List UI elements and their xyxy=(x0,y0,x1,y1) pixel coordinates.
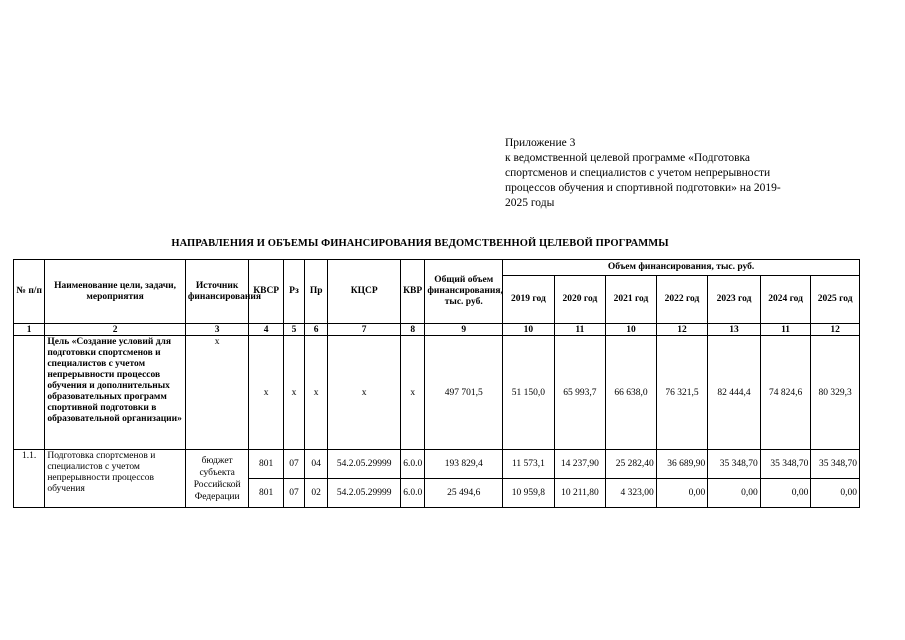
goal-year-value: 66 638,0 xyxy=(606,336,657,450)
goal-row xyxy=(14,336,860,450)
column-number: 5 xyxy=(283,324,304,336)
column-number: 6 xyxy=(305,324,328,336)
item-kvr: 6.0.0 xyxy=(401,450,425,479)
goal-pr: х xyxy=(305,336,328,450)
item-source: бюджет субъекта Российской Федерации xyxy=(185,450,249,508)
header-year: 2020 год xyxy=(554,276,606,324)
item-year-value: 35 348,70 xyxy=(811,450,860,479)
column-number: 12 xyxy=(656,324,708,336)
column-number: 7 xyxy=(328,324,401,336)
goal-year-value: 82 444,4 xyxy=(708,336,761,450)
header-name: Наименование цели, задачи, мероприятия xyxy=(45,260,185,324)
header-year: 2021 год xyxy=(606,276,657,324)
column-number: 11 xyxy=(760,324,811,336)
item-year-value: 0,00 xyxy=(708,479,761,508)
column-number: 2 xyxy=(45,324,185,336)
item-year-value: 14 237,90 xyxy=(554,450,606,479)
header-pr: Пр xyxy=(305,260,328,324)
goal-year-value: 74 824,6 xyxy=(760,336,811,450)
header-year: 2022 год xyxy=(656,276,708,324)
header-kvr: КВР xyxy=(401,260,425,324)
goal-year-value: 76 321,5 xyxy=(656,336,708,450)
column-number: 12 xyxy=(811,324,860,336)
header-volume: Объем финансирования, тыс. руб. xyxy=(503,260,860,276)
goal-kvsr: х xyxy=(249,336,283,450)
item-year-value: 4 323,00 xyxy=(606,479,657,508)
column-number: 3 xyxy=(185,324,249,336)
header-kvsr: КВСР xyxy=(249,260,283,324)
item-year-value: 0,00 xyxy=(811,479,860,508)
goal-kcsr: х xyxy=(328,336,401,450)
item-year-value: 35 348,70 xyxy=(760,450,811,479)
column-number: 9 xyxy=(425,324,503,336)
header-total: Общий объем финансирования, тыс. руб. xyxy=(425,260,503,324)
goal-name: Цель «Создание условий для подготовки спортсменов и специалистов с учетом непрерывности процессов обучения и дополнительных образовательных программ спортивной подготовки в образовательной организации» xyxy=(45,336,185,450)
appendix-note xyxy=(505,136,805,211)
goal-rz: х xyxy=(283,336,304,450)
item-kcsr: 54.2.05.29999 xyxy=(328,479,401,508)
header-rz: Рз xyxy=(283,260,304,324)
item-rz: 07 xyxy=(283,479,304,508)
column-number: 8 xyxy=(401,324,425,336)
item-year-value: 10 959,8 xyxy=(503,479,555,508)
item-year-value: 10 211,80 xyxy=(554,479,606,508)
item-total: 25 494,6 xyxy=(425,479,503,508)
header-kcsr: КЦСР xyxy=(328,260,401,324)
document-title: НАПРАВЛЕНИЯ И ОБЪЕМЫ ФИНАНСИРОВАНИЯ ВЕДОМСТВЕННОЙ ЦЕЛЕВОЙ ПРОГРАММЫ xyxy=(171,238,669,249)
header-year: 2025 год xyxy=(811,276,860,324)
item-kcsr: 54.2.05.29999 xyxy=(328,450,401,479)
appendix-line: 2025 годы xyxy=(505,197,555,209)
item-pr: 02 xyxy=(305,479,328,508)
item-year-value: 0,00 xyxy=(760,479,811,508)
column-number: 10 xyxy=(503,324,555,336)
goal-kvr: х xyxy=(401,336,425,450)
item-name: Подготовка спортсменов и специалистов с учетом непрерывности процессов обучения xyxy=(45,450,185,508)
item-kvr: 6.0.0 xyxy=(401,479,425,508)
column-number: 11 xyxy=(554,324,606,336)
column-number-row xyxy=(14,324,860,336)
goal-total: 497 701,5 xyxy=(425,336,503,450)
item-total: 193 829,4 xyxy=(425,450,503,479)
item-num: 1.1. xyxy=(14,450,45,508)
item-pr: 04 xyxy=(305,450,328,479)
header-year: 2023 год xyxy=(708,276,761,324)
item-year-value: 0,00 xyxy=(656,479,708,508)
header-year: 2019 год xyxy=(503,276,555,324)
column-number: 4 xyxy=(249,324,283,336)
appendix-line: к ведомственной целевой программе «Подготовка xyxy=(505,152,751,164)
column-number: 13 xyxy=(708,324,761,336)
header-source: Источник финансирования xyxy=(185,260,249,324)
item-year-value: 25 282,40 xyxy=(606,450,657,479)
item-year-value: 36 689,90 xyxy=(656,450,708,479)
column-number: 10 xyxy=(606,324,657,336)
item-row xyxy=(14,450,860,479)
column-number: 1 xyxy=(14,324,45,336)
goal-num xyxy=(14,336,45,450)
item-year-value: 35 348,70 xyxy=(708,450,761,479)
goal-source: х xyxy=(185,336,249,450)
financing-table xyxy=(13,259,860,508)
header-year: 2024 год xyxy=(760,276,811,324)
goal-year-value: 51 150,0 xyxy=(503,336,555,450)
goal-year-value: 65 993,7 xyxy=(554,336,606,450)
item-rz: 07 xyxy=(283,450,304,479)
appendix-line: Приложение 3 xyxy=(505,137,576,149)
appendix-line: спортсменов и специалистов с учетом непрерывности xyxy=(505,167,771,179)
item-kvsr: 801 xyxy=(249,450,283,479)
item-year-value: 11 573,1 xyxy=(503,450,555,479)
appendix-line: процессов обучения и спортивной подготовки» на 2019- xyxy=(505,182,781,194)
header-num: № п/п xyxy=(14,260,45,324)
item-kvsr: 801 xyxy=(249,479,283,508)
goal-year-value: 80 329,3 xyxy=(811,336,860,450)
